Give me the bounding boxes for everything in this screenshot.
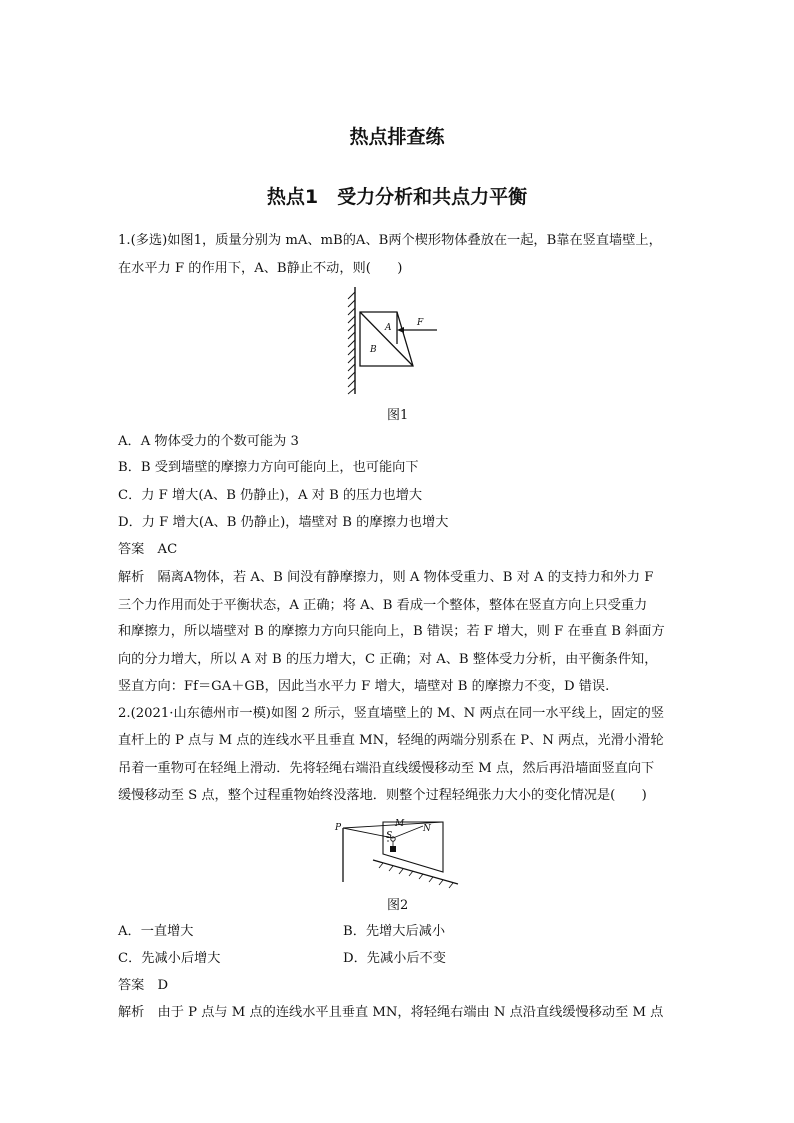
q1-analysis-line1: 解析 隔离A物体，若 A、B 间没有静摩擦力，则 A 物体受重力、B 对 A 的支持力和外力 F	[118, 570, 654, 585]
figure-2-diagram	[333, 812, 461, 892]
q1-option-a: A．A 物体受力的个数可能为 3	[118, 434, 299, 449]
figure-2-label-p: P	[335, 823, 342, 833]
q1-stem-line2: 在水平力 F 的作用下，A、B静止不动，则( )	[118, 261, 403, 276]
figure-1-label-b: B	[370, 345, 377, 355]
q1-option-b: B．B 受到墙壁的摩擦力方向可能向上，也可能向下	[118, 460, 419, 475]
figure-2-caption: 图2	[387, 898, 409, 913]
figure-2-label-s: S	[386, 831, 393, 841]
q2-answer: 答案 D	[118, 978, 169, 993]
q1-analysis-line2: 三个力作用而处于平衡状态，A 正确；将 A、B 看成一个整体，整体在竖直方向上只受重力	[118, 598, 648, 613]
q2-option-c: C．先减小后增大	[118, 951, 221, 966]
q1-analysis-line5: 竖直方向：Ff＝GA＋GB，因此当水平力 F 增大，墙壁对 B 的摩擦力不变，D 错误.	[118, 679, 610, 694]
q1-stem-line1: 1.(多选)如图1，质量分别为 mA、mB的A、B两个楔形物体叠放在一起，B靠在竖直墙壁上，	[118, 233, 662, 248]
q1-analysis-line4: 向的分力增大，所以 A 对 B 的压力增大，C 正确；对 A、B 整体受力分析，由平衡条件知，	[118, 652, 658, 667]
figure-1-label-f: F	[417, 318, 424, 328]
q2-option-b: B．先增大后减小	[343, 924, 446, 939]
figure-1-label-a: A	[385, 323, 392, 333]
q1-answer: 答案 AC	[118, 542, 178, 557]
section-title: 热点1 受力分析和共点力平衡	[266, 186, 528, 208]
page-title: 热点排查练	[349, 126, 445, 148]
q2-stem-line3: 吊着一重物可在轻绳上滑动．先将轻绳右端沿直线缓慢移动至 M 点，然后再沿墙面竖直向下	[118, 761, 655, 776]
q1-analysis-line3: 和摩擦力，所以墙壁对 B 的摩擦力方向只能向上，B 错误；若 F 增大，则 F 在垂直 B 斜面方	[118, 624, 665, 639]
q2-analysis-line1: 解析 由于 P 点与 M 点的连线水平且垂直 MN，将轻绳右端由 N 点沿直线缓慢移动至 M 点	[118, 1005, 664, 1020]
figure-1-caption: 图1	[387, 408, 409, 423]
q2-option-a: A．一直增大	[118, 924, 194, 939]
figure-1-diagram	[345, 284, 450, 396]
q2-stem-line2: 直杆上的 P 点与 M 点的连线水平且垂直 MN，轻绳的两端分别系在 P、N 两点，光滑小滑轮	[118, 733, 664, 748]
figure-2-label-m: M	[395, 819, 405, 829]
q1-option-d: D．力 F 增大(A、B 仍静止)，墙壁对 B 的摩擦力也增大	[118, 515, 449, 530]
q2-stem-line4: 缓慢移动至 S 点，整个过程重物始终没落地．则整个过程轻绳张力大小的变化情况是( )	[118, 788, 647, 803]
q2-option-d: D．先减小后不变	[343, 951, 446, 966]
q2-stem-line1: 2.(2021·山东德州市一模)如图 2 所示，竖直墙壁上的 M、N 两点在同一水平线上，固定的竖	[118, 706, 665, 721]
figure-2-label-n: N	[423, 824, 431, 834]
q1-option-c: C．力 F 增大(A、B 仍静止)，A 对 B 的压力也增大	[118, 488, 423, 503]
